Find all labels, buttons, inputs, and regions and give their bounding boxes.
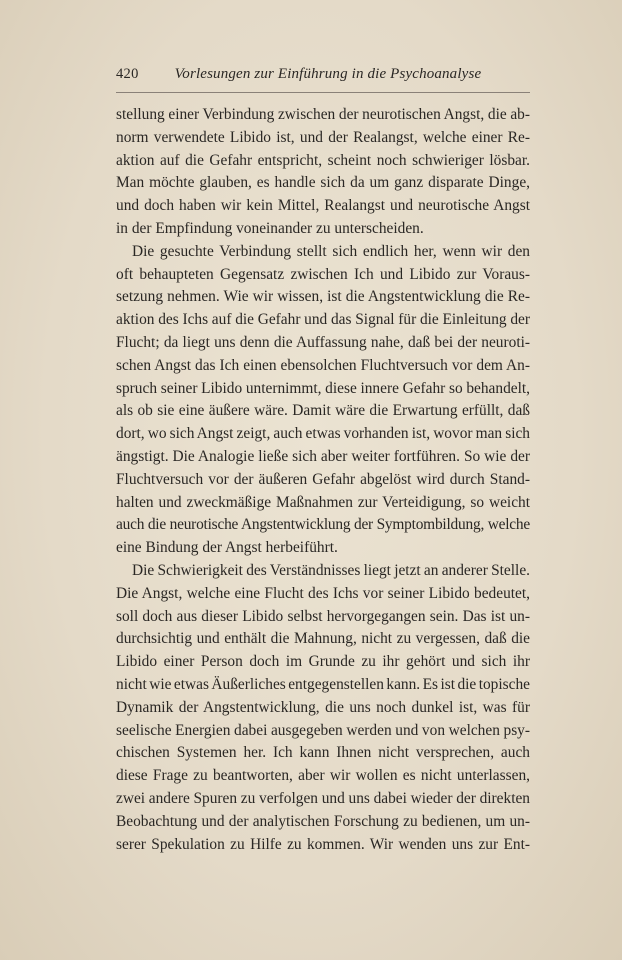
text-line: setzung nehmen. Wie wir wissen, ist die Angstentwicklung die Re- [116,288,530,306]
text-line: eine Bindung der Angst herbeiführt. [116,539,338,557]
page-number: 420 [116,66,139,82]
text-line: aktion des Ichs auf die Gefahr und das Signal für die Einleitung der [116,311,530,329]
paragraph-2 [116,241,530,560]
text-line: Fluchtversuch vor der äußeren Gefahr abgelöst wird durch Stand- [116,470,530,488]
text-line: serer Spekulation zu Hilfe zu kommen. Wir wenden uns zur Ent- [116,835,530,853]
text-line: Man möchte glauben, es handle sich da um ganz disparate Dinge, [116,174,530,192]
text-line: auch die neurotische Angstentwicklung der Symptombildung, welche [116,516,530,534]
text-line: diese Frage zu beantworten, aber wir wollen es nicht unterlassen, [116,767,530,785]
text-line: und doch haben wir kein Mittel, Realangst und neurotische Angst [116,197,530,215]
text-line: durchsichtig und enthält die Mahnung, nicht zu vergessen, daß die [116,630,530,648]
text-line: seelische Energien dabei ausgegeben werden und von welchen psy- [116,721,530,739]
text-line: stellung einer Verbindung zwischen der neurotischen Angst, die ab- [116,106,530,123]
text-line: aktion auf die Gefahr entspricht, scheint noch schwieriger lösbar. [116,151,530,169]
text-line: als ob sie eine äußere wäre. Damit wäre die Erwartung erfüllt, daß [116,402,530,420]
text-line: spruch seiner Libido unternimmt, diese innere Gefahr so behandelt, [116,379,530,397]
text-line: zwei andere Spuren zu verfolgen und uns dabei wieder der direkten [116,789,530,807]
text-line: oft behaupteten Gegensatz zwischen Ich und Libido zur Voraus- [116,265,530,283]
text-line: Flucht; da liegt uns denn die Auffassung nahe, daß bei der neuroti- [116,333,530,351]
paragraph-3 [116,560,530,856]
text-line: Die gesuchte Verbindung stellt sich endlich her, wenn wir den [132,242,530,260]
header-rule [116,92,530,93]
paragraph-1 [116,104,530,241]
text-line: soll doch aus dieser Libido selbst hervorgegangen sein. Das ist un- [116,607,530,625]
text-line: in der Empfindung voneinander zu unterscheiden. [116,219,424,237]
text-line: ängstigt. Die Analogie ließe sich aber weiter fortführen. So wie der [116,447,530,465]
text-line: chischen Systemen her. Ich kann Ihnen nicht versprechen, auch [116,744,530,762]
running-head [116,66,528,90]
text-line: norm verwendete Libido ist, und der Realangst, welche einer Re- [116,128,530,146]
body-text [116,104,530,856]
text-line: Beobachtung und der analytischen Forschung zu bedienen, um un- [116,812,530,830]
text-line: halten und zweckmäßige Maßnahmen zur Verteidigung, so weicht [116,493,530,511]
text-line: Dynamik der Angstentwicklung, die uns noch dunkel ist, was für [116,698,530,716]
text-line: Die Angst, welche eine Flucht des Ichs vor seiner Libido bedeutet, [116,584,530,602]
running-title: Vorlesungen zur Einführung in die Psychoanalyse [174,66,482,82]
text-line: dort, wo sich Angst zeigt, auch etwas vorhanden ist, wovor man sich [116,425,530,443]
text-line: Die Schwierigkeit des Verständnisses liegt jetzt an anderer Stelle. [132,561,530,579]
text-line: schen Angst das Ich einen ebensolchen Fluchtversuch vor dem An- [116,356,530,374]
text-line: nicht wie etwas Äußerliches entgegenstellen kann. Es ist die topische [116,675,530,693]
text-line: Libido einer Person doch im Grunde zu ihr gehört und sich ihr [116,653,530,671]
